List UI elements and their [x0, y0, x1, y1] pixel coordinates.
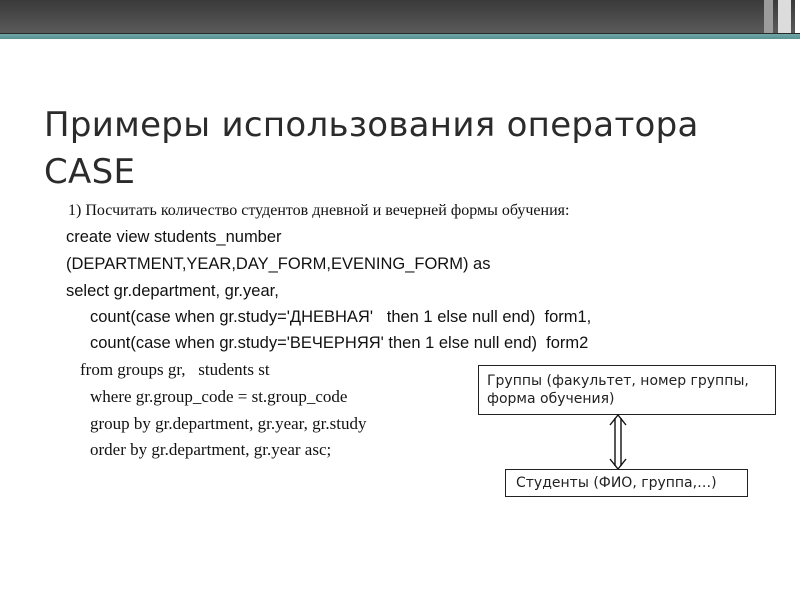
students-entity-label: Студенты (ФИО, группа,…) [516, 475, 717, 491]
code-line: count(case when gr.study='ВЕЧЕРНЯЯ' then 1 else null end) form2 [90, 334, 589, 352]
corner-decoration [795, 0, 800, 33]
accent-line [0, 34, 800, 39]
code-line: order by gr.department, gr.year asc; [90, 440, 332, 459]
code-line: (DEPARTMENT,YEAR,DAY_FORM,EVENING_FORM) as [66, 255, 491, 273]
slide-title [44, 102, 764, 196]
corner-decoration [778, 0, 791, 33]
title-line-2: CASE [44, 152, 136, 192]
students-entity-box [505, 469, 748, 497]
double-arrow-icon [607, 414, 629, 470]
task-description: 1) Посчитать количество студентов дневной и вечерней формы обучения: [68, 202, 570, 219]
code-line: select gr.department, gr.year, [66, 282, 279, 300]
code-line: group by gr.department, gr.year, gr.study [90, 414, 367, 433]
slide-top-bar [0, 0, 800, 34]
groups-entity-box [478, 365, 776, 415]
code-line: count(case when gr.study='ДНЕВНАЯ' then 1 else null end) form1, [90, 308, 592, 326]
code-line: create view students_number [66, 228, 282, 246]
groups-entity-label: Группы (факультет, номер группы, форма обучения) [487, 373, 749, 407]
title-line-1: Примеры использования оператора [44, 105, 699, 145]
code-line: where gr.group_code = st.group_code [90, 387, 348, 406]
corner-decoration [764, 0, 773, 33]
code-line: from groups gr, students st [80, 360, 270, 379]
